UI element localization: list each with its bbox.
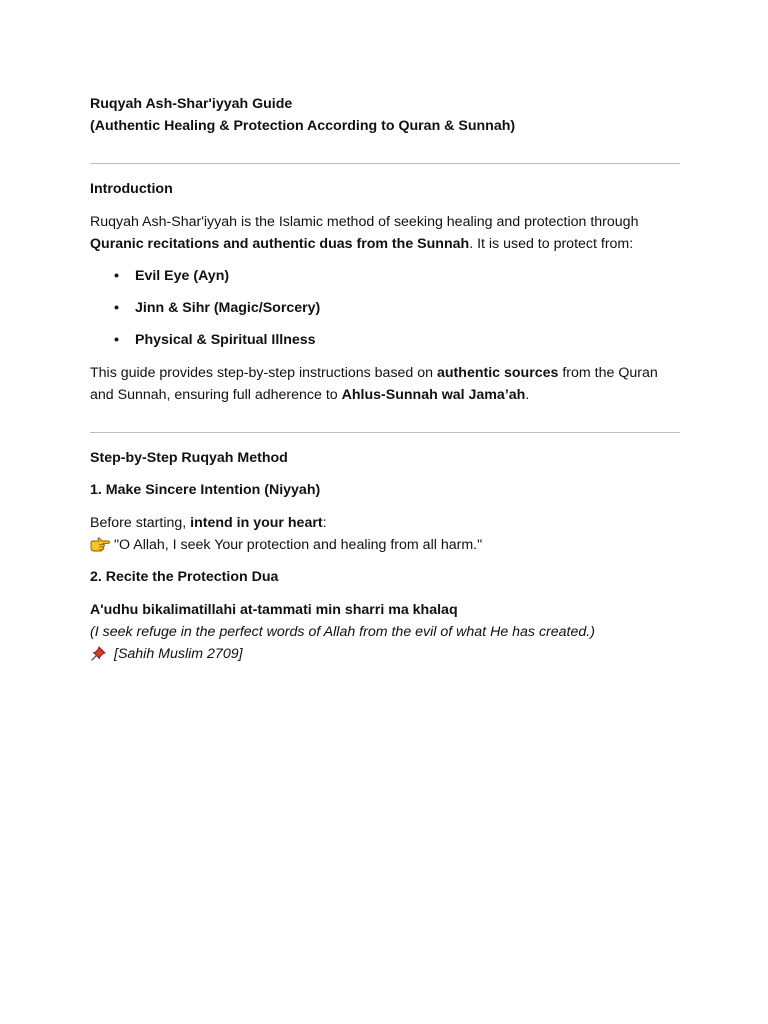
- dua-transliteration: [90, 599, 680, 621]
- dua-source-text: [Sahih Muslim 2709]: [114, 646, 243, 662]
- step1-instruction: [90, 512, 680, 534]
- list-item-label: Evil Eye (Ayn): [135, 268, 230, 284]
- pointing-hand-icon: [90, 536, 110, 552]
- intro-bold-text: Quranic recitations and authentic duas from the Sunnah: [90, 236, 470, 252]
- step1-text-a: Before starting,: [90, 515, 191, 531]
- document-page: [90, 93, 680, 665]
- list-item: [90, 329, 680, 351]
- list-item: [90, 265, 680, 287]
- step1-quote-text: "O Allah, I seek Your protection and healing from all harm.": [114, 537, 483, 553]
- desc-bold-ahlus: Ahlus-Sunnah wal Jama’ah: [341, 387, 526, 403]
- bullet-icon: •: [114, 268, 119, 284]
- desc-text-e: .: [525, 387, 530, 403]
- step1-text-c: :: [322, 515, 327, 531]
- step1-bold-text: intend in your heart: [190, 515, 323, 531]
- desc-text-c: from the Quran and Sunnah, ensuring full adherence to: [90, 365, 658, 403]
- step1-heading: 1. Make Sincere Intention (Niyyah): [90, 482, 321, 498]
- step2-heading: 2. Recite the Protection Dua: [90, 569, 279, 585]
- pushpin-icon: [90, 645, 110, 661]
- step1-quote: [90, 534, 680, 556]
- introduction-paragraph: [90, 211, 680, 255]
- guide-description-paragraph: [90, 362, 680, 406]
- document-title: [90, 93, 680, 137]
- desc-text-a: This guide provides step-by-step instructions based on: [90, 365, 437, 381]
- dua-translation: (I seek refuge in the perfect words of Allah from the evil of what He has created.): [90, 624, 595, 640]
- bullet-icon: •: [114, 332, 119, 348]
- title-line-1: Ruqyah Ash-Shar'iyyah Guide: [90, 96, 293, 112]
- dua-source: [90, 643, 680, 665]
- bullet-icon: •: [114, 300, 119, 316]
- intro-text: Ruqyah Ash-Shar'iyyah is the Islamic method of seeking healing and protection through: [90, 214, 639, 230]
- title-line-2: (Authentic Healing & Protection According to Quran & Sunnah): [90, 118, 516, 134]
- list-item-label: Jinn & Sihr (Magic/Sorcery): [135, 300, 321, 316]
- dua-text: A'udhu bikalimatillahi at-tammati min sharri ma khalaq: [90, 602, 458, 618]
- list-item: [90, 297, 680, 319]
- protection-list: [90, 265, 680, 351]
- introduction-heading: Introduction: [90, 181, 173, 197]
- method-heading: Step-by-Step Ruqyah Method: [90, 450, 288, 466]
- intro-tail-text: . It is used to protect from:: [469, 236, 634, 252]
- list-item-label: Physical & Spiritual Illness: [135, 332, 316, 348]
- desc-bold-sources: authentic sources: [437, 365, 559, 381]
